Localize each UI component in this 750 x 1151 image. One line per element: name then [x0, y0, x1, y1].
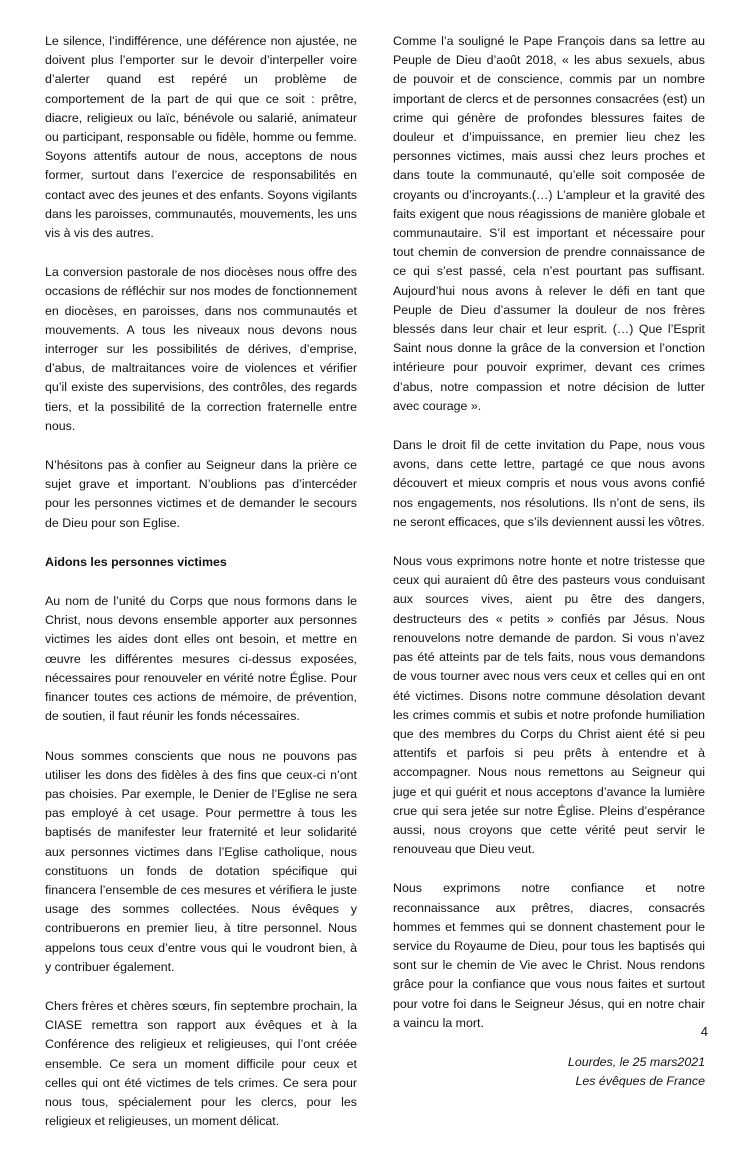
left-column	[45, 32, 357, 1151]
signature	[393, 1053, 705, 1091]
section-heading: Aidons les personnes victimes	[45, 554, 227, 569]
paragraph: Chers frères et chères sœurs, fin septembre prochain, la CIASE remettra son rapport aux évêques et à la Conférence des religieux et religieuses, qui l’ont créée ensemble. Ce sera un moment difficile pour ceux et celles qui ont été victimes de tels crimes. Ce sera pour nous tous, spécialement pour les clercs, pour les religieux et religieuses, un moment délicat.	[45, 998, 357, 1129]
paragraph: La conversion pastorale de nos diocèses nous offre des occasions de réfléchir sur nos modes de fonctionnement en diocèses, en paroisses, dans nos communautés et mouvements. A tous les niveaux nous devons nous interroger sur les possibilités de dérives, d’emprise, d’abus, de maltraitances voire de violences et vérifier qu’il existe des supervisions, des contrôles, des regards tiers, et la possibilité de la correction fraternelle entre nous.	[45, 265, 357, 433]
paragraph: Nous sommes conscients que nous ne pouvons pas utiliser les dons des fidèles à des fins que ceux-ci n’ont pas choisies. Par exemple, le Denier de l’Eglise ne sera pas employé à cet usage. Pour permettre à tous les baptisés de manifester leur fraternité et leur solidarité aux personnes victimes dans l’Eglise catholique, nous constituons un fonds de dotation spécifique qui financera l’ensemble de ces mesures et vérifiera le juste usage des sommes collectées. Nous évêques y contribuerons en premier lieu, à titre personnel. Nous appelons tous ceux d’entre vous qui le voudront bien, à y contribuer également.	[45, 748, 357, 974]
paragraph: Au nom de l’unité du Corps que nous formons dans le Christ, nous devons ensemble apporter aux personnes victimes les aides dont elles ont besoin, et mettre en œuvre les différentes mesures ci-dessus exposées, nécessaires pour renouveler en vérité notre Église. Pour financer toutes ces actions de mémoire, de prévention, de soutien, il faut réunir les fonds nécessaires.	[45, 594, 357, 724]
paragraph: Nous vous exprimons notre honte et notre tristesse que ceux qui auraient dû être des pasteurs vous conduisant aux sources vives, aient pu être des dangers, destructeurs des « petits » confiés par Jésus. Nous renouvelons notre demande de pardon. Si vous n’avez pas été atteints par de tels faits, nous vous demandons de vous tourner avec nous vers ceux et celles qui en ont été victimes. Disons notre commune désolation devant les crimes commis et subis et notre profonde humiliation que des membres du Corps du Christ aient été si peu attentifs et parfois si peu prêts à entendre et à accompagner. Nous nous remettons au Seigneur qui juge et qui guérit et nous acceptons d’avance la lumière crue qui sera jetée sur notre Église. Pleins d’espérance aussi, nous croyons que cette vérité peut servir le renouveau que Dieu veut.	[393, 554, 705, 857]
signature-place-date: Lourdes, le 25 mars2021	[567, 1054, 705, 1069]
signature-author: Les évêques de France	[575, 1074, 705, 1089]
paragraph: Nous exprimons notre confiance et notre reconnaissance aux prêtres, diacres, consacrés hommes et femmes qui se donnent chastement pour le service du Royaume de Dieu, pour tous les baptisés qui sont sur le chemin de Vie avec le Christ. Nous rendons grâce pour la confiance que vous nous faites et surtout pour votre foi dans le Seigneur Jésus, qui en notre chair a vaincu la mort.	[393, 881, 705, 1030]
paragraph: Le silence, l’indifférence, une déférence non ajustée, ne doivent plus l’emporter sur le devoir d’interpeller voire d’alerter quand est repéré un problème de comportement de la part de qui que ce soit : prêtre, diacre, religieux ou laïc, bénévole ou salarié, animateur ou participant, responsable ou fidèle, homme ou femme. Soyons attentifs autour de nous, acceptons de nous former, surtout dans l’exercice de responsabilités en contact avec des jeunes et des enfants. Soyons vigilants dans les paroisses, communautés, mouvements, les uns vis à vis des autres.	[45, 34, 357, 241]
paragraph: N’hésitons pas à confier au Seigneur dans la prière ce sujet grave et important. N’oublions pas d’intercéder pour les personnes victimes et de demander le secours de Dieu pour son Eglise.	[45, 458, 357, 530]
paragraph: Comme l’a souligné le Pape François dans sa lettre au Peuple de Dieu d’août 2018, « les abus sexuels, abus de pouvoir et de conscience, commis par un nombre important de clercs et de personnes consacrées (est) un crime qui génère de profondes blessures faites de douleur et d’impuissance, en premier lieu chez les personnes victimes, mais aussi chez leurs proches et dans toute la communauté, qu’elle soit composée de croyants ou d’incroyants.(…) L’ampleur et la gravité des faits exigent que nous réagissions de manière globale et communautaire. S’il est important et nécessaire pour tout chemin de conversion de prendre connaissance de ce qui s’est passé, cela n’est pourtant pas suffisant. Aujourd’hui nous avons à relever le défi en tant que Peuple de Dieu d’assumer la douleur de nos frères blessés dans leur chair et leur esprit. (…) Que l’Esprit Saint nous donne la grâce de la conversion et l’onction intérieure pour pouvoir exprimer, devant ces crimes d’abus, notre compassion et notre décision de lutter avec courage ».	[393, 34, 705, 413]
paragraph: Dans le droit fil de cette invitation du Pape, nous vous avons, dans cette lettre, partagé ce que nous avons découvert et mieux compris et nous vous avons confié nos engagements, nos résolutions. Ils n’ont de sens, ils ne seront efficaces, que s’ils deviennent aussi les vôtres.	[393, 438, 705, 529]
right-column	[393, 32, 705, 1091]
page-number: 4	[700, 1024, 708, 1039]
